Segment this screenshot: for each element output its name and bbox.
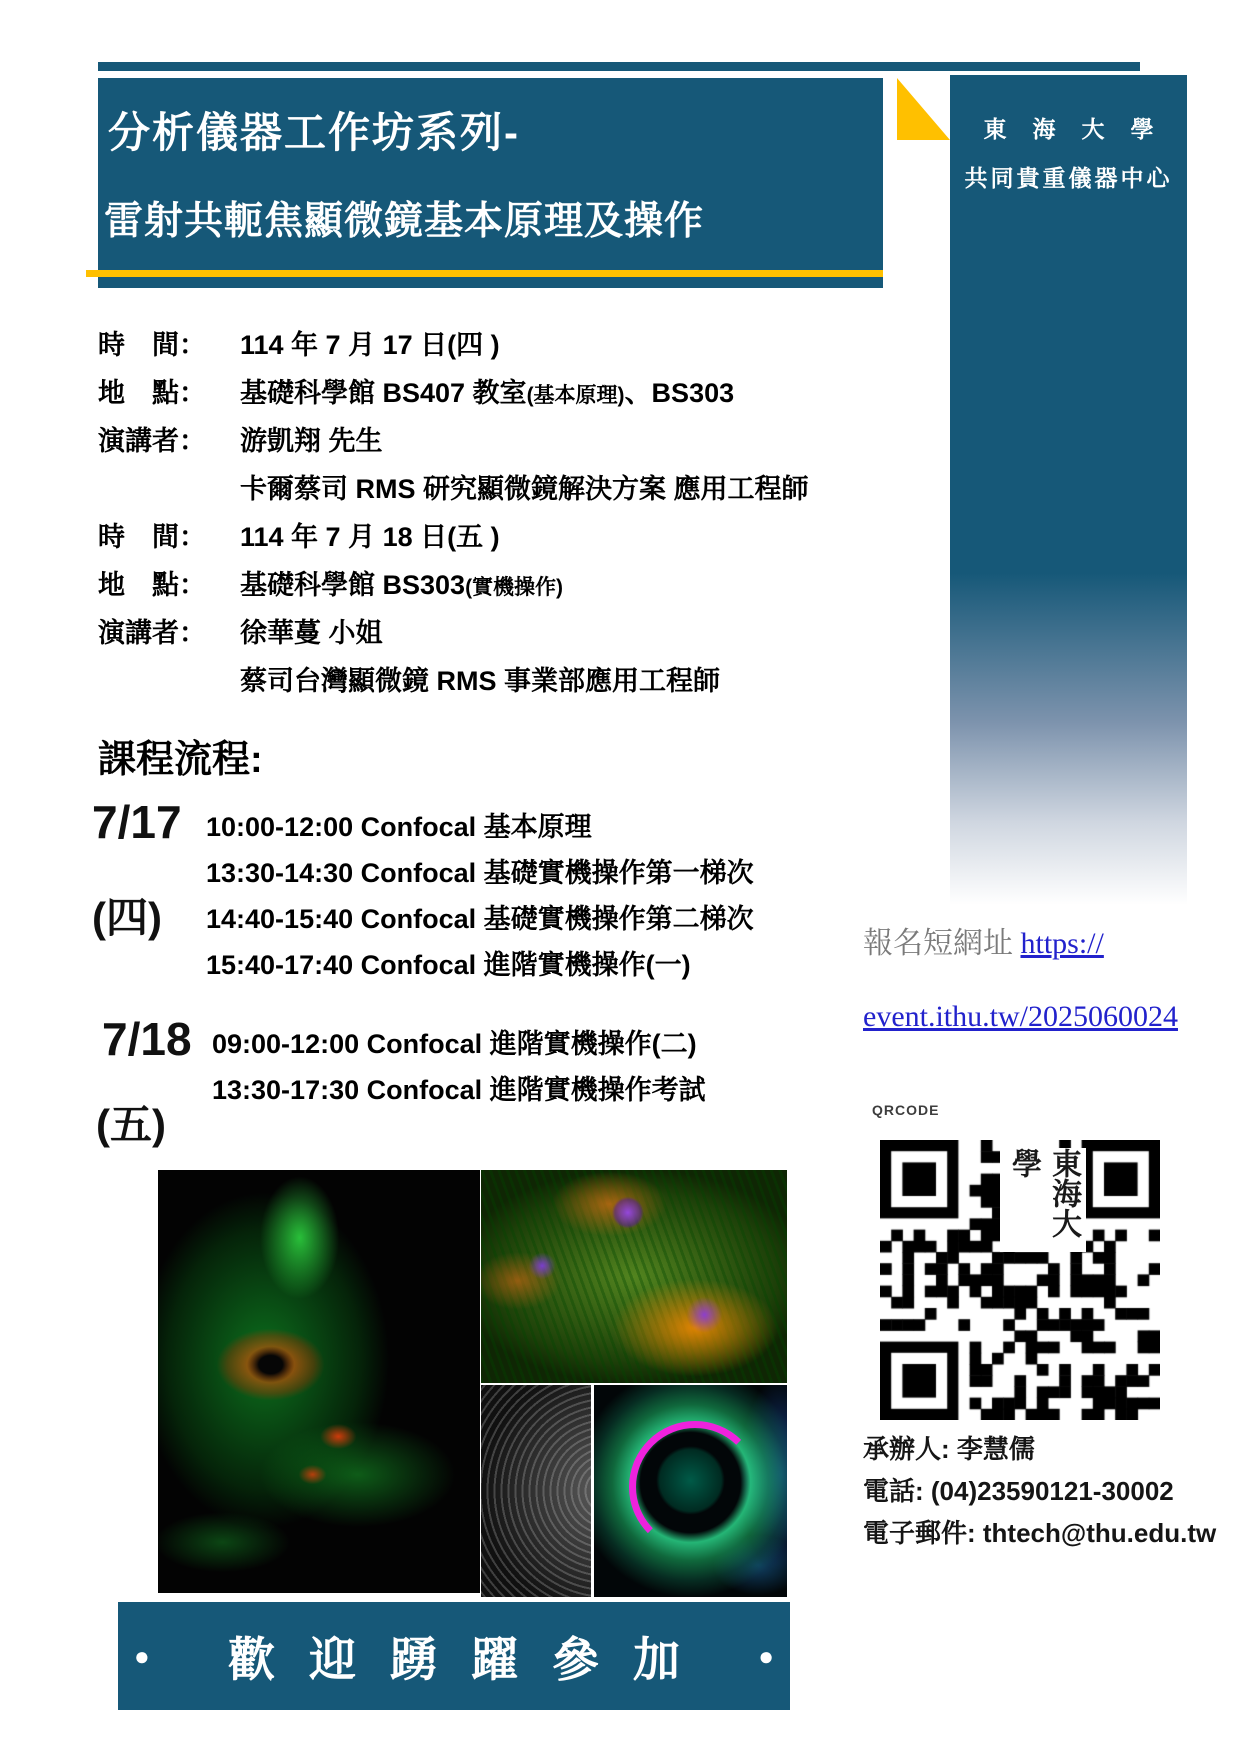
detail-row-time-2 xyxy=(98,510,838,558)
registration-link-protocol[interactable]: https:// xyxy=(1020,927,1104,960)
detail-row-time-1 xyxy=(98,318,838,366)
confocal-image-grayscale-tissue xyxy=(481,1385,591,1597)
detail-row-place-2 xyxy=(98,558,838,606)
schedule-item: 09:00-12:00 Confocal 進階實機操作(二) xyxy=(212,1029,697,1059)
schedule-item: 10:00-12:00 Confocal 基本原理 xyxy=(206,812,592,842)
detail-value: 基礎科學館 BS303(實機操作) xyxy=(240,569,564,600)
detail-label: 時 間： xyxy=(98,521,206,552)
schedule-date-718: 7/18 xyxy=(102,1013,192,1065)
footer-banner xyxy=(118,1602,790,1710)
footer-bullet-right: ● xyxy=(758,1640,774,1671)
qr-code xyxy=(880,1140,1160,1420)
detail-row-speaker-1 xyxy=(98,414,838,462)
footer-bullet-left: ● xyxy=(134,1640,150,1671)
qr-center-logo-text: 東海大學 xyxy=(1000,1148,1086,1252)
registration-url-line2 xyxy=(863,1000,1178,1034)
detail-value: 游凱翔 先生 xyxy=(240,425,383,456)
footer-welcome-text: 歡迎踴躍參加 xyxy=(228,1632,714,1686)
detail-value: 114 年 7 月 18 日(五 ) xyxy=(240,521,500,552)
confocal-image-tissue-ring xyxy=(591,1385,787,1597)
detail-label: 演講者： xyxy=(98,425,206,456)
detail-row-place-1 xyxy=(98,366,838,414)
title-box xyxy=(98,78,883,288)
contact-person: 承辦人: 李慧儒 xyxy=(863,1434,1035,1464)
detail-value: 卡爾蔡司 RMS 研究顯微鏡解決方案 應用工程師 xyxy=(240,473,809,504)
schedule-item: 13:30-17:30 Confocal 進階實機操作考試 xyxy=(212,1075,706,1105)
qrcode-label: QRCODE xyxy=(872,1102,940,1118)
schedule-weekday-717: (四) xyxy=(92,894,162,941)
detail-row-speaker-1-title xyxy=(98,462,838,510)
registration-url-line1 xyxy=(863,918,1104,962)
poster-title-topic: 雷射共軛焦顯微鏡基本原理及操作 xyxy=(104,200,705,243)
contact-phone: 電話: (04)23590121-30002 xyxy=(863,1476,1174,1506)
title-underline xyxy=(86,270,883,277)
detail-label: 地 點： xyxy=(98,377,206,408)
university-name: 東海大學 xyxy=(983,116,1180,142)
contact-block xyxy=(863,1428,1216,1554)
corner-triangle-accent xyxy=(897,78,950,140)
detail-value: 蔡司台灣顯微鏡 RMS 事業部應用工程師 xyxy=(240,665,721,696)
detail-value: 徐華蔓 小姐 xyxy=(240,617,383,648)
registration-label: 報名短網址 xyxy=(863,927,1021,960)
course-flow-heading: 課程流程: xyxy=(98,739,263,781)
registration-link-address[interactable]: event.ithu.tw/2025060024 xyxy=(863,1000,1178,1033)
detail-value: 基礎科學館 BS407 教室(基本原理)、BS303 xyxy=(240,377,735,408)
contact-email: 電子郵件: thtech@thu.edu.tw xyxy=(863,1518,1217,1548)
detail-row-speaker-2-title xyxy=(98,654,838,702)
confocal-image-single-cell xyxy=(158,1170,480,1593)
poster-title-series: 分析儀器工作坊系列- xyxy=(108,109,520,156)
confocal-image-cell-culture xyxy=(481,1170,787,1383)
schedule-weekday-718: (五) xyxy=(96,1101,166,1148)
detail-label: 演講者： xyxy=(98,617,206,648)
event-details xyxy=(98,318,838,702)
center-name: 共同貴重儀器中心 xyxy=(964,165,1173,191)
detail-label: 地 點： xyxy=(98,569,206,600)
schedule-item: 15:40-17:40 Confocal 進階實機操作(一) xyxy=(206,950,691,980)
detail-row-speaker-2 xyxy=(98,606,838,654)
schedule-item: 13:30-14:30 Confocal 基礎實機操作第一梯次 xyxy=(206,858,754,888)
top-divider-line xyxy=(98,62,1140,71)
schedule-date-717: 7/17 xyxy=(92,796,182,848)
detail-value: 114 年 7 月 17 日(四 ) xyxy=(240,329,500,360)
organization-banner xyxy=(950,75,1187,905)
schedule-item: 14:40-15:40 Confocal 基礎實機操作第二梯次 xyxy=(206,904,754,934)
detail-label: 時 間： xyxy=(98,329,206,360)
